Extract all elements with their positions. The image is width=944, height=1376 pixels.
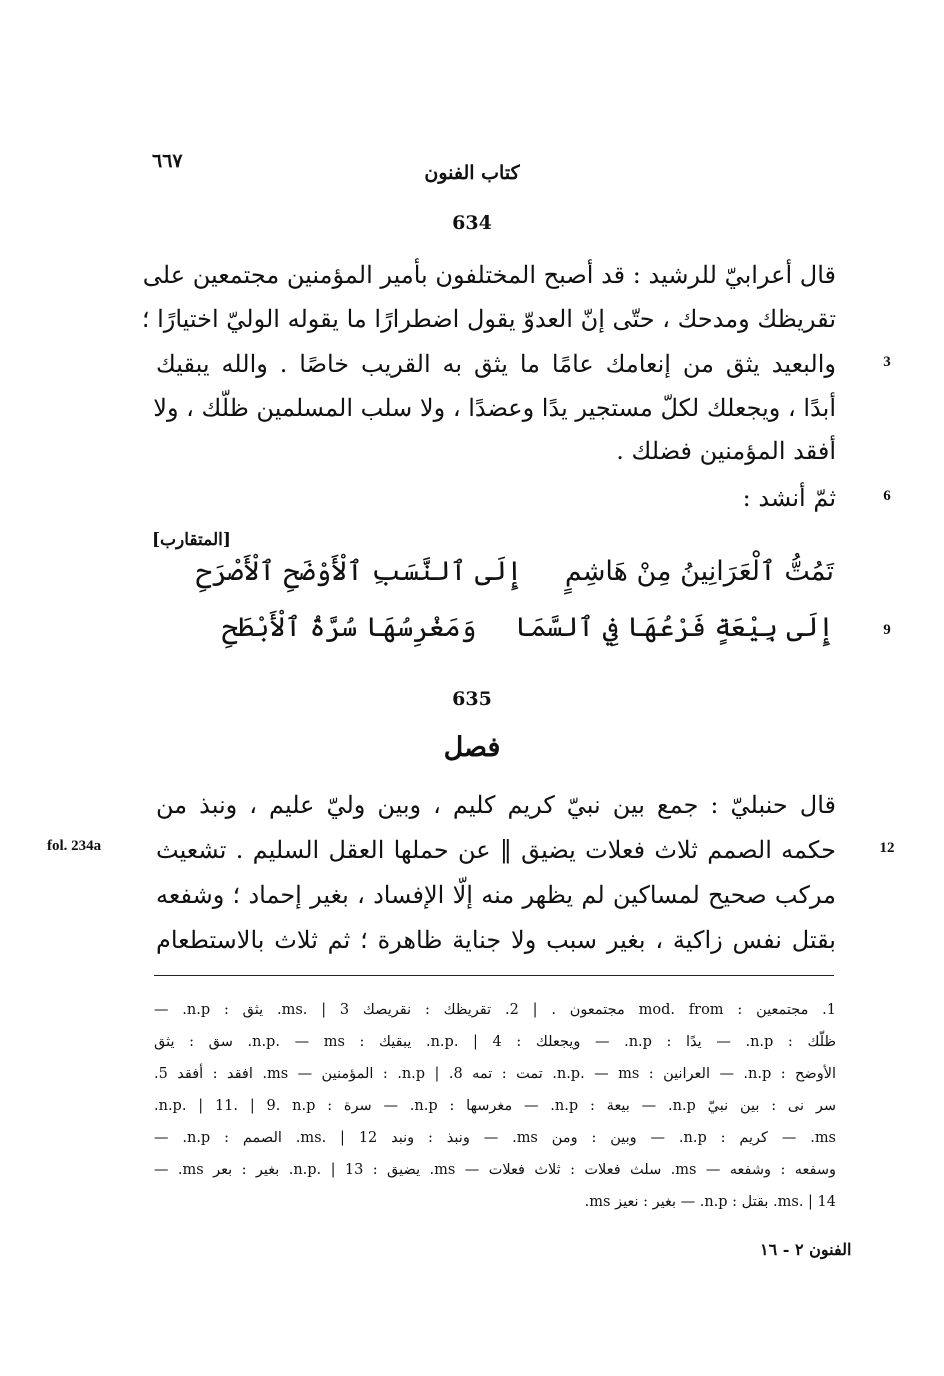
running-title: كتاب الفنون	[424, 162, 520, 184]
section-heading: فصل	[443, 732, 501, 763]
apparatus-line: الأوضح : n.p. — العرانين : n.p. — ms. تمت : تمه 8. | n.p. : المؤمنين — ms. افقد : أفقد 5.	[154, 1066, 837, 1082]
footnote-rule	[154, 975, 834, 976]
paragraph-line: مركب صحيح لمساكين لم يظهر منه إلّا الإفساد ، بغير إحماد ؛ وشفعه	[156, 881, 836, 909]
paragraph-line: تقريظك ومدحك ، حتّى إنّ العدوّ يقول اضطرارًا ما يقوله الوليّ اختيارًا ؛	[141, 305, 836, 333]
apparatus-line: سر نى : بين نبيّ n.p. — بيعة : n.p. — مغرسها : n.p. — سرة : n.p. | 11. | 9. n.p.	[154, 1098, 836, 1114]
paragraph-line: والبعيد يثق من إنعامك عامًا ما يثق به القريب خاصًا . والله يبقيك	[156, 350, 836, 378]
paragraph-line: بقتل نفس زاكية ، بغير سبب ولا جناية ظاهرة ؛ ثم ثلاث بالاستطعام	[156, 926, 836, 954]
meter-label: [المتقارب]	[152, 530, 231, 550]
verse-hemistich: تَمُتُّ ٱلْعَرَانِينُ مِنْ هَاشِمٍ	[564, 556, 834, 587]
apparatus-line: ms. | 14. بقتل : n.p. — بغير : نعيز ms.	[584, 1194, 836, 1210]
folio-marker: fol. 234a	[47, 838, 102, 854]
verse-hemistich: إِلَى بِيْعَةٍ فَرْعُهَا فِي ٱلسَّمَا	[514, 612, 834, 643]
line-number: 3	[883, 354, 891, 370]
line-number: 6	[883, 488, 891, 504]
paragraph-line: قال أعرابيّ للرشيد : قد أصبح المختلفون بأمير المؤمنين مجتمعين على	[142, 261, 836, 289]
apparatus-line: 1. مجتمعين : mod. from مجتمعون . | 2. تقريظك : نقريصك ms. | 3. يثق : n.p. —	[154, 1002, 837, 1018]
page-number: ٦٦٧	[152, 150, 183, 172]
paragraph-line: حكمه الصمم ثلاث فعلات يضيق ‖ عن حملها العقل السليم . تشعيث	[156, 836, 836, 864]
verse-hemistich: وَمَغْرِسُهَا سُرَّةُ ٱلْأَبْطَحِ	[222, 612, 477, 643]
line-number: 12	[879, 840, 895, 856]
apparatus-line: ms. — كريم : n.p. — وبين : ومن ms. — ونبذ : ونبد ms. | 12. الصمم : n.p. —	[154, 1130, 837, 1146]
paragraph-line: قال حنبليّ : جمع بين نبيّ كريم كليم ، وبين وليّ عليم ، ونبذ من	[156, 791, 836, 819]
paragraph-line: أفقد المؤمنين فضلك .	[616, 437, 836, 465]
paragraph-line: أبدًا ، ويجعلك لكلّ مستجير يدًا وعضدًا ، ولا سلب المسلمين ظلّك ، ولا	[153, 394, 836, 422]
apparatus-line: وسفعه : وشفعه — ms. سلث فعلات : ثلاث فعلات — ms. يضيق : n.p. | 13. بغير : بعر ms. —	[154, 1162, 837, 1178]
section-number-635: 635	[452, 688, 492, 710]
paragraph-line: ثمّ أنشد :	[742, 484, 836, 512]
verse-hemistich: إِلَى ٱلنَّسَبِ ٱلْأَوْضَحِ ٱلْأَصْرَحِ	[196, 556, 523, 587]
apparatus-line: ظلّك : n.p. — يدًا : n.p. — ويجعلك : n.p. | 4. يبقيك : n.p. — ms. سق : يثق	[154, 1034, 836, 1050]
section-number-634: 634	[452, 212, 492, 234]
line-number: 9	[883, 622, 891, 638]
signature-mark: الفنون ٢ - ١٦	[760, 1240, 852, 1259]
